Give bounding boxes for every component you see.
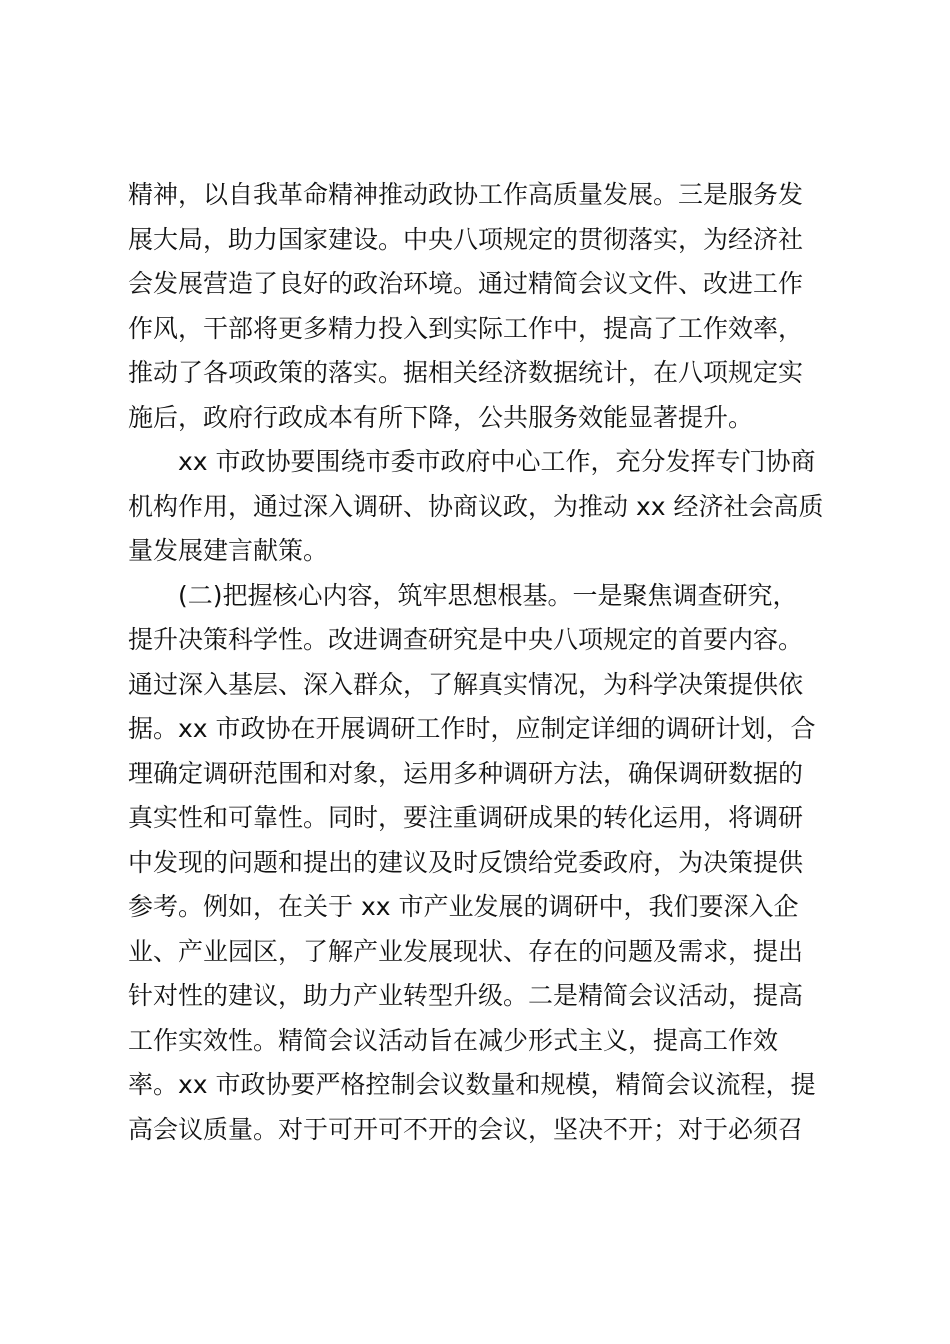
text-line: 针对性的建议，助力产业转型升级。二是精简会议活动，提高 bbox=[128, 981, 804, 1010]
body-text bbox=[128, 173, 828, 1152]
text-line: 据。xx 市政协在开展调研工作时，应制定详细的调研计划，合 bbox=[128, 714, 816, 743]
text-line: 精神，以自我革命精神推动政协工作高质量发展。三是服务发 bbox=[128, 180, 804, 209]
text-line: xx 市政协要围绕市委市政府中心工作，充分发挥专门协商 bbox=[178, 447, 816, 476]
text-line: 推动了各项政策的落实。据相关经济数据统计，在八项规定实 bbox=[128, 358, 804, 387]
text-line: 施后，政府行政成本有所下降，公共服务效能显著提升。 bbox=[128, 402, 754, 432]
text-line: 会发展营造了良好的政治环境。通过精简会议文件、改进工作 bbox=[128, 269, 804, 298]
text-line: 参考。例如，在关于 xx 市产业发展的调研中，我们要深入企 bbox=[128, 892, 799, 921]
text-line: 展大局，助力国家建设。中央八项规定的贯彻落实，为经济社 bbox=[128, 224, 804, 254]
text-line: 机构作用，通过深入调研、协商议政，为推动 xx 经济社会高质 bbox=[128, 491, 824, 521]
text-line: 作风，干部将更多精力投入到实际工作中，提高了工作效率， bbox=[128, 313, 804, 343]
text-line: 理确定调研范围和对象，运用多种调研方法，确保调研数据的 bbox=[128, 758, 804, 788]
text-line: 通过深入基层、深入群众，了解真实情况，为科学决策提供依 bbox=[128, 669, 804, 699]
text-line: 提升决策科学性。改进调查研究是中央八项规定的首要内容。 bbox=[128, 625, 804, 654]
text-line: 业、产业园区，了解产业发展现状、存在的问题及需求，提出 bbox=[128, 936, 804, 966]
text-line: 真实性和可靠性。同时，要注重调研成果的转化运用，将调研 bbox=[128, 803, 804, 832]
text-line: 工作实效性。精简会议活动旨在减少形式主义，提高工作效 bbox=[128, 1025, 779, 1055]
text-line: 高会议质量。对于可开可不开的会议，坚决不开；对于必须召 bbox=[128, 1114, 804, 1144]
text-line: (二)把握核心内容，筑牢思想根基。一是聚焦调查研究， bbox=[178, 580, 798, 610]
text-line: 率。xx 市政协要严格控制会议数量和规模，精简会议流程，提 bbox=[128, 1070, 816, 1099]
text-line: 中发现的问题和提出的建议及时反馈给党委政府，为决策提供 bbox=[128, 847, 804, 877]
text-line: 量发展建言献策。 bbox=[128, 536, 329, 565]
